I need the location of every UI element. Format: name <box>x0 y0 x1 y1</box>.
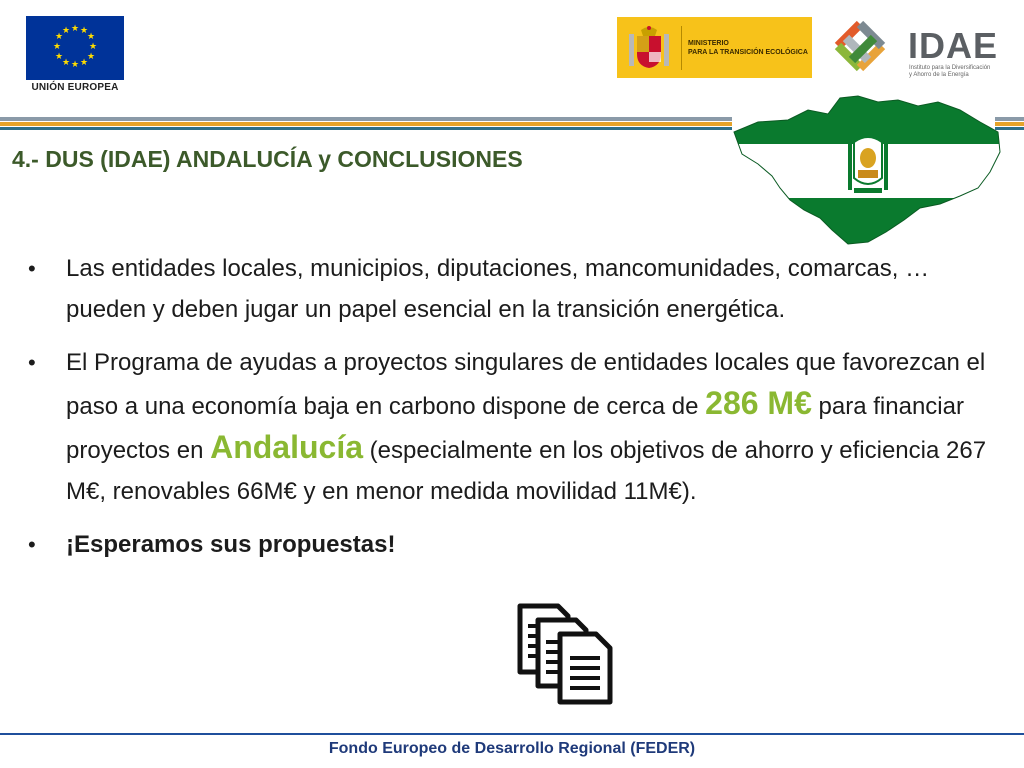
bullet-text-2c: (especialmente en los objetivos de ahorro y eficiencia 267 M€, renovables 66M€ y en menor medida movilidad 11M€). <box>66 437 987 505</box>
svg-text:★: ★ <box>54 32 64 42</box>
svg-text:★: ★ <box>61 26 71 36</box>
svg-text:★: ★ <box>79 58 89 68</box>
ministry-line1: MINISTERIO <box>688 39 729 47</box>
region-name: Andalucía <box>210 429 364 465</box>
andalucia-map-icon <box>728 92 1004 248</box>
ministry-logo <box>617 17 812 78</box>
eu-caption: UNIÓN EUROPEA <box>31 82 119 93</box>
footer-text: Fondo Europeo de Desarrollo Regional (FEDER) <box>328 740 696 757</box>
svg-text:★: ★ <box>54 52 64 62</box>
svg-text:★: ★ <box>52 42 62 52</box>
svg-text:★: ★ <box>79 26 89 36</box>
funding-amount: 286 M€ <box>705 385 812 421</box>
svg-text:★: ★ <box>86 32 96 42</box>
svg-text:★: ★ <box>70 60 80 70</box>
documents-icon <box>516 602 618 706</box>
bullet-text-3: ¡Esperamos sus propuestas! <box>66 531 396 558</box>
bullet-text-1: Las entidades locales, municipios, diputaciones, mancomunidades, comarcas, … pueden y deben jugar un papel esencial en la transición energética. <box>66 255 930 323</box>
bullet-marker: • <box>28 350 36 375</box>
bullet-list <box>28 248 998 577</box>
bullet-item-1 <box>28 248 998 330</box>
bullet-marker: • <box>28 256 36 281</box>
svg-text:★: ★ <box>86 52 96 62</box>
header-stripes <box>0 117 732 131</box>
idae-logo-icon <box>816 18 904 80</box>
eu-logo <box>26 16 124 96</box>
bullet-item-2 <box>28 342 998 512</box>
bullet-text-2a: El Programa de ayudas a proyectos singulares de entidades locales que favorezcan el paso a una economía baja en carbono dispone de cerca de <box>66 349 986 420</box>
idae-sub2: y Ahorro de la Energía <box>909 72 969 78</box>
eu-flag-icon <box>26 16 124 80</box>
slide-title: 4.- DUS (IDAE) ANDALUCÍA y CONCLUSIONES <box>12 146 523 172</box>
idae-logo <box>816 18 999 80</box>
footer-divider <box>0 733 1024 735</box>
idae-sub1: Instituto para la Diversificación <box>909 65 991 71</box>
idae-wordmark: IDAE <box>908 25 999 66</box>
svg-text:★: ★ <box>61 58 71 68</box>
bullet-marker: • <box>28 532 36 557</box>
bullet-text-2b: para financiar proyectos en <box>66 393 964 464</box>
spain-crest-icon <box>623 22 675 74</box>
ministry-line2: PARA LA TRANSICIÓN ECOLÓGICA <box>688 48 808 56</box>
bullet-item-3 <box>28 524 998 565</box>
svg-text:★: ★ <box>88 42 98 52</box>
svg-text:★: ★ <box>70 24 80 34</box>
